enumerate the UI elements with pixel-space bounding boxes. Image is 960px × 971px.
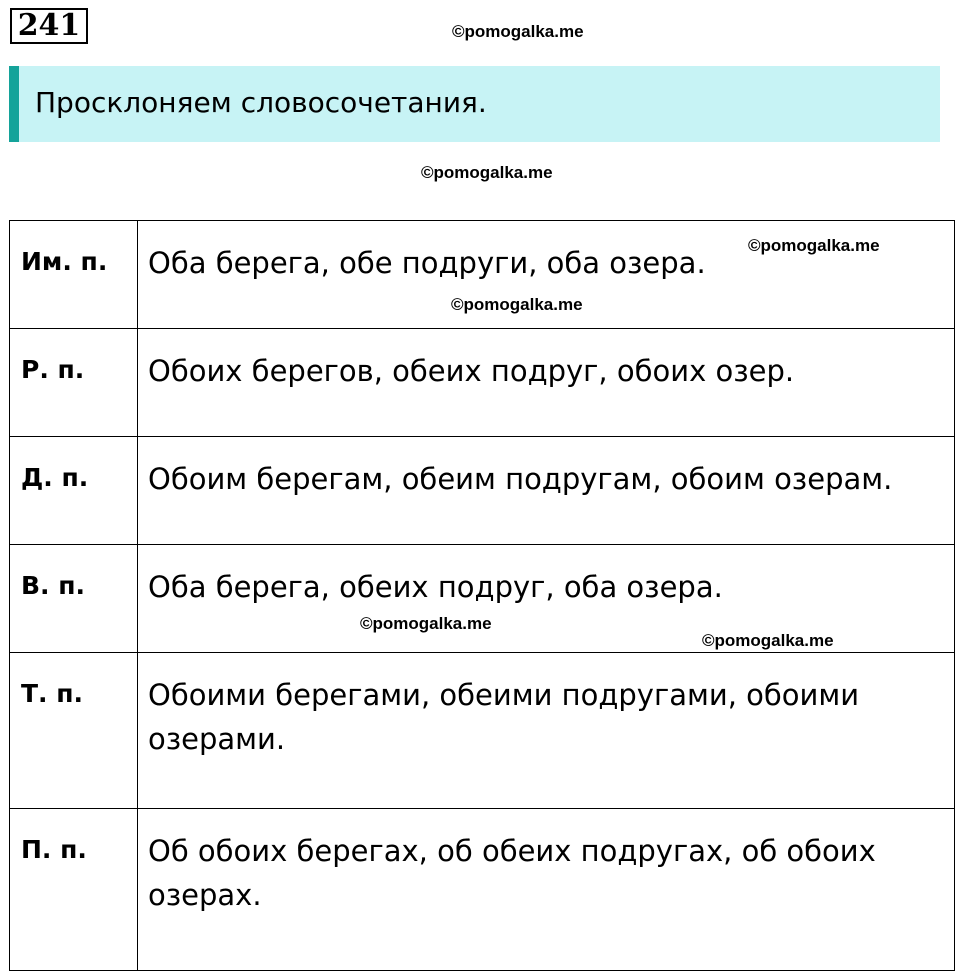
- watermark: ©pomogalka.me: [360, 614, 492, 633]
- watermark: ©pomogalka.me: [451, 295, 583, 314]
- watermark: ©pomogalka.me: [702, 631, 834, 650]
- case-label: Д. п.: [10, 437, 138, 545]
- case-phrase: Обоими берегами, обеими подругами, обоими озерами.: [138, 653, 955, 809]
- watermark: ©pomogalka.me: [452, 22, 584, 41]
- case-phrase: Об обоих берегах, об обеих подругах, об обоих озерах.: [138, 809, 955, 971]
- table-row: [10, 437, 955, 545]
- watermark: ©pomogalka.me: [748, 236, 880, 255]
- table-row: [10, 653, 955, 809]
- table-row: [10, 809, 955, 971]
- case-label: Т. п.: [10, 653, 138, 809]
- case-phrase: Оба берега, обе подруги, оба озера.: [138, 221, 955, 329]
- declension-table: [9, 220, 955, 971]
- case-label: В. п.: [10, 545, 138, 653]
- case-phrase: Оба берега, обеих подруг, оба озера.: [138, 545, 955, 653]
- watermark: ©pomogalka.me: [421, 163, 553, 182]
- table-row: [10, 329, 955, 437]
- case-label: Им. п.: [10, 221, 138, 329]
- task-heading: Просклоняем словосочетания.: [35, 86, 487, 119]
- task-heading-banner: [9, 66, 940, 142]
- case-label: Р. п.: [10, 329, 138, 437]
- case-label: П. п.: [10, 809, 138, 971]
- case-phrase: Обоих берегов, обеих подруг, обоих озер.: [138, 329, 955, 437]
- task-number: 241: [10, 8, 88, 44]
- case-phrase: Обоим берегам, обеим подругам, обоим озерам.: [138, 437, 955, 545]
